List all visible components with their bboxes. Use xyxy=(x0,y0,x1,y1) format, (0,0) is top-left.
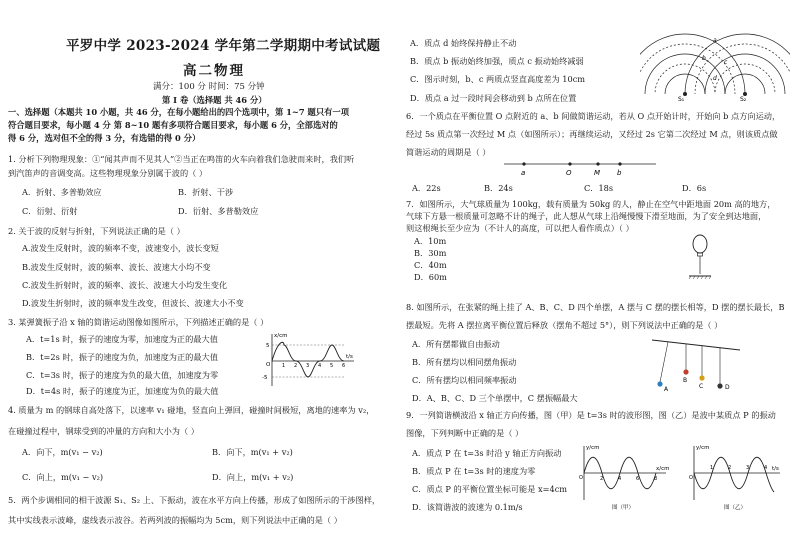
q7-stem-line2: 气球下方悬一根质量可忽略不计的绳子，此人想从气球上沿绳慢慢下滑至地面，为了安全到达地面， xyxy=(406,211,767,221)
section1-line3: 得 6 分，选对但不全的得 3 分，有选错的得 0 分） xyxy=(8,133,201,143)
q1-stem-line2: 到汽笛声的音调变高。这些物理现象分别属于波的（ ） xyxy=(8,168,208,178)
q9-fig2-tick: 1 xyxy=(710,465,714,471)
q9-stem-line2: 图像，下列判断中正确的是（ ） xyxy=(406,428,524,438)
q9-fig1-caption: 图（甲） xyxy=(612,505,635,511)
q1-stem-line1: 1. 分析下列物理现象：①“闻其声而不见其人”②当正在鸣笛的火车向着我们急驶而来时，我们听 xyxy=(8,154,355,164)
q5-label-s1: S₁ xyxy=(678,96,685,102)
q7-option-a: A．10m xyxy=(414,236,447,246)
q7-option-c: C．40m xyxy=(414,260,447,270)
q3-tick: 2 xyxy=(294,363,298,369)
q3-option-d: D．t=4s 时，振子的速度为正，加速度为负的最大值 xyxy=(26,386,219,396)
q3-tick: 1 xyxy=(282,363,286,369)
q6-point-o xyxy=(568,162,571,165)
q8-string xyxy=(652,340,740,350)
q9-fig1-tick: 4 xyxy=(618,476,622,482)
q6-option-a: A．22s xyxy=(412,183,441,193)
q8-pendulum-a-line xyxy=(660,342,668,382)
q6-label-o: O xyxy=(566,169,572,177)
q3-tick: 6 xyxy=(342,363,346,369)
q9-fig2-t-label: t/s xyxy=(772,466,779,472)
q3-y-label: x/cm xyxy=(274,333,288,339)
q5-label-s2: S₂ xyxy=(740,96,747,102)
q8-bob-a xyxy=(657,381,662,386)
q8-option-c: C．所有摆均以相同频率振动 xyxy=(412,375,517,385)
q6-option-c: C．18s xyxy=(584,183,614,193)
q5-stem-line2: 其中实线表示波峰，虚线表示波谷。若两列波的振幅均为 5cm，则下列说法中正确的是（ ） xyxy=(8,515,342,525)
q4-option-b: B．向下，m(v₁ + v₂) xyxy=(212,447,293,457)
q9-fig2-wave xyxy=(694,457,774,492)
q3-tick: 3 xyxy=(306,363,310,369)
q3-origin: O xyxy=(266,362,271,368)
q9-fig1-tick: 8 xyxy=(654,476,658,482)
q8-pendulum-figure xyxy=(646,336,746,396)
q4-stem-line2: 在碰撞过程中，钢球受到的冲量的方向和大小为（ ） xyxy=(8,426,199,436)
q9-stem-line1: 9．一列简谐横波沿 x 轴正方向传播，图（甲）是 t=3s 时的波形图，图（乙）是波中某质点 P 的振动 xyxy=(406,410,776,420)
q8-label-a: A xyxy=(664,386,669,393)
exam-part: 第 I 卷（选择题 共 46 分） xyxy=(162,95,267,105)
q1-option-a: A．折射、多普勒效应 xyxy=(22,187,102,197)
q5-wavefronts-s2 xyxy=(685,34,790,102)
q5-label-c: c xyxy=(724,59,728,66)
q5-option-d: D．质点 a 过一段时间会移动到 b 点所在位置 xyxy=(410,93,577,103)
q8-bob-c xyxy=(699,375,704,380)
q7-stem-line3: 则这根绳长至少应为（不计人的高度，可以把人看作质点）（ ） xyxy=(406,223,634,233)
q2-option-c: C.波发生折射时，波的频率、波长、波速大小均发生变化 xyxy=(22,280,228,290)
exam-meta: 满分：100 分 时间：75 分钟 xyxy=(153,82,265,92)
q6-stem-line3: 简谐运动的周期是（ ） xyxy=(406,147,491,157)
q8-stem-line1: 8. 如图所示，在张紧的绳上挂了 A、B、C、D 四个单摆，A 摆与 C 摆的摆长相等，D 摆的摆长最长，B xyxy=(406,302,785,312)
q8-label-c: C xyxy=(699,383,704,390)
q7-option-d: D．60m xyxy=(414,272,447,282)
q7-balloon xyxy=(693,235,707,253)
q8-bob-d xyxy=(717,383,722,388)
q6-position-line xyxy=(500,156,660,178)
section1-line1: 一、选择题（本题共 10 小题，共 46 分，在每小题给出的四个选项中，第 1~7 题只有一项 xyxy=(8,107,350,117)
q1-option-c: C．衍射、衍射 xyxy=(22,206,78,216)
q5-label-b: b xyxy=(702,55,706,62)
q9-option-b: B．质点 P 在 t=3s 时的速度为零 xyxy=(412,466,536,476)
q3-tick-neg5: -5 xyxy=(262,375,268,381)
q2-option-d: D.波发生折射时，波的频率发生改变，但波长、波速大小不变 xyxy=(22,298,244,308)
q7-balloon-figure xyxy=(686,232,714,282)
q2-option-b: B.波发生反射时，波的频率、波长、波速大小均不变 xyxy=(22,262,211,272)
exam-subtitle: 高二物理 xyxy=(183,63,245,79)
q5-stem-line1: 5．两个步调相同的相干波源 S₁、S₂ 上、下振动，波在水平方向上传播，形成了如图所示的干涉图样， xyxy=(8,495,381,505)
q3-stem: 3. 某弹簧振子沿 x 轴的简谐运动图像如图所示，下列描述正确的是（ ） xyxy=(8,317,269,327)
q5-mask xyxy=(640,94,790,102)
q9-option-d: D．该简谐波的波速为 0.1m/s xyxy=(412,502,523,512)
q8-label-d: D xyxy=(725,384,730,391)
q6-option-d: D．6s xyxy=(682,183,707,193)
q9-fig2-tick: 3 xyxy=(746,465,750,471)
q9-fig1-origin: O xyxy=(579,475,583,481)
q9-fig1-tick: 2 xyxy=(600,476,604,482)
q3-option-c: C．t=3s 时，振子的速度为负的最大值，加速度为零 xyxy=(26,370,219,380)
q5-option-a: A．质点 d 始终保持静止不动 xyxy=(410,38,517,48)
q3-option-a: A．t=1s 时，振子的速度为零，加速度为正的最大值 xyxy=(26,334,218,344)
q7-stem-line1: 7．如图所示，大气球质量为 100kg，载有质量为 50kg 的人，静止在空气中距地面 20m 高的地方， xyxy=(406,199,776,209)
q6-stem-line1: 6．一个质点在平衡位置 O 点附近的 a、b 间做简谐运动，若从 O 点开始计时，开始向 b 点方向运动， xyxy=(406,111,781,121)
q8-label-b: B xyxy=(683,377,688,384)
q3-oscillation-curve xyxy=(272,342,344,377)
q6-label-b: b xyxy=(617,169,622,177)
q7-ground-hatch xyxy=(689,276,711,279)
q4-option-a: A．向下，m(v₁ − v₂) xyxy=(22,447,103,457)
q5-label-d: d xyxy=(713,75,717,82)
q9-fig2-tick: 4 xyxy=(764,465,768,471)
q6-stem-line2: 经过 5s 质点第一次经过 M 点（如图所示）；再继续运动，又经过 2s 它第二次经过 M 点，则该质点做 xyxy=(406,129,778,139)
right-column xyxy=(400,0,794,560)
q8-option-b: B．所有摆均以相同摆角振动 xyxy=(412,357,517,367)
q1-option-b: B．折射、干涉 xyxy=(178,187,234,197)
q9-fig1-x-label: x/cm xyxy=(656,466,670,472)
exam-title: 平罗中学 2023-2024 学年第二学期期中考试试题 xyxy=(66,38,381,54)
q6-option-b: B．24s xyxy=(484,183,513,193)
q6-label-a: a xyxy=(521,169,526,177)
q4-stem-line1: 4. 质量为 m 的钢球自高处落下，以速率 v₁ 碰地，竖直向上弹回，碰撞时间极短，离地的速率为 v₂， xyxy=(8,405,375,415)
q9-option-a: A．质点 P 在 t=3s 时沿 y 轴正方向振动 xyxy=(412,448,562,458)
q9-fig2-caption: 图（乙） xyxy=(724,505,747,511)
q9-option-c: C．质点 P 的平衡位置坐标可能是 x=4cm xyxy=(412,484,568,494)
q6-point-a xyxy=(522,162,525,165)
q4-option-d: D．向上，m(v₁ + v₂) xyxy=(212,472,294,482)
q6-point-m xyxy=(596,162,599,165)
q7-option-b: B．30m xyxy=(414,248,447,258)
q9-wave-graph xyxy=(574,440,670,512)
q8-bob-b xyxy=(683,369,688,374)
q5-option-c: C．图示时刻，b、c 两质点竖直高度差为 10cm xyxy=(410,74,586,84)
q6-point-b xyxy=(618,162,621,165)
q6-label-m: M xyxy=(594,169,601,177)
q5-option-b: B．质点 b 振动始终加强，质点 c 振动始终减弱 xyxy=(410,56,584,66)
q8-option-a: A．所有摆都做自由振动 xyxy=(412,339,500,349)
q3-tick: 4 xyxy=(318,363,322,369)
q2-stem: 2. 关于波的反射与折射，下列说法正确的是（ ） xyxy=(8,226,185,236)
q9-vibration-graph xyxy=(684,440,784,512)
q3-tick: 5 xyxy=(330,363,334,369)
q9-fig2-y-label: y/cm xyxy=(696,445,710,451)
q5-interference-figure xyxy=(640,2,790,102)
q4-option-c: C．向上，m(v₁ − v₂) xyxy=(22,472,104,482)
q9-fig2-origin: O xyxy=(689,475,693,481)
q3-oscillation-graph xyxy=(258,328,358,388)
q8-stem-line2: 摆最短。先将 A 摆拉离平衡位置后释放（摆角不超过 5°），则下列说法中正确的是（ ） xyxy=(406,320,723,330)
q3-option-b: B．t=2s 时，振子的速度为负，加速度为正的最大值 xyxy=(26,352,218,362)
q1-option-d: D．衍射、多普勒效应 xyxy=(178,206,259,216)
q3-t-label: t/s xyxy=(346,354,353,360)
q2-option-a: A.波发生反射时，波的频率不变，波速变小，波长变短 xyxy=(22,243,219,253)
q5-label-a: a xyxy=(713,37,717,44)
q3-tick-5: 5 xyxy=(266,343,270,349)
q9-fig2-tick: 2 xyxy=(728,465,732,471)
q9-fig1-tick: 6 xyxy=(636,476,640,482)
section1-line2: 符合题目要求，每小题 4 分 第 8~10 题有多项符合题目要求，每小题 6 分，全部选对的 xyxy=(8,120,338,130)
q9-fig1-y-label: y/cm xyxy=(586,445,600,451)
q8-option-d: D．A、B、C、D 三个单摆中，C 摆振幅最大 xyxy=(412,393,578,403)
q5-wavefronts-s1 xyxy=(640,34,745,102)
